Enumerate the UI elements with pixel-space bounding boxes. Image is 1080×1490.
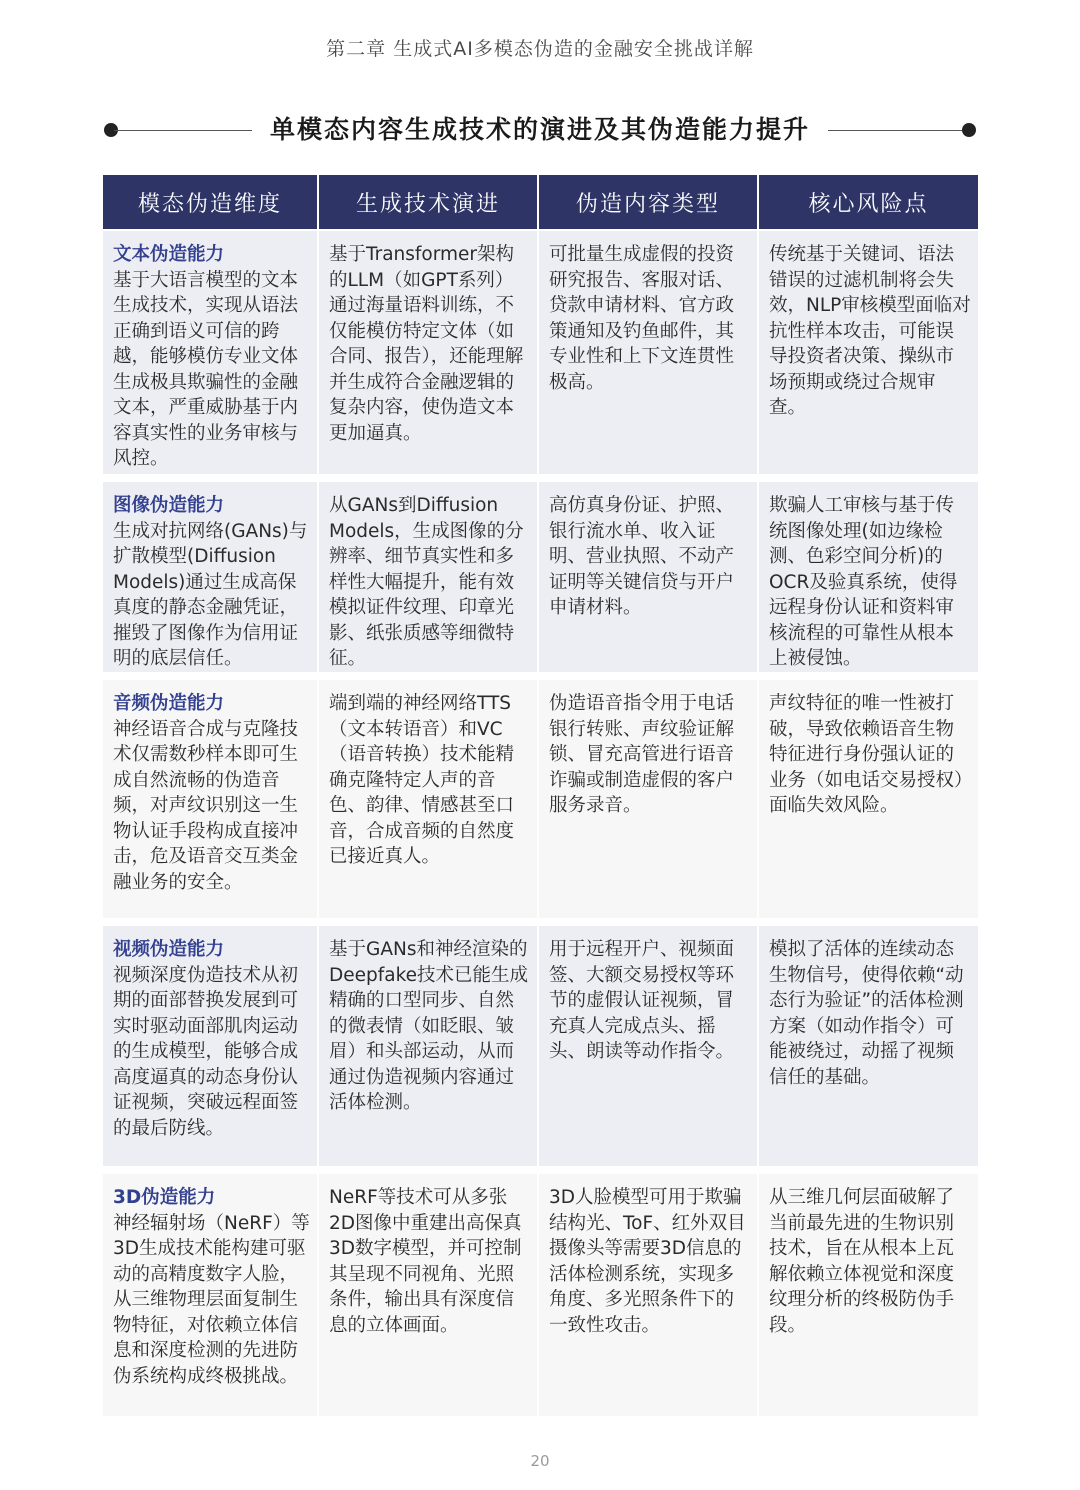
row-gap bbox=[103, 474, 978, 482]
evolution-cell: NeRF等技术可从多张2D图像中重建出高保真3D数字模型，并可控制其呈现不同视角、光照条件，输出具有深度信息的立体画面。 bbox=[319, 1174, 537, 1416]
dimension-text: 视频深度伪造技术从初期的面部替换发展到可实时驱动面部肌肉运动的生成模型，能够合成高度逼真的动态身份认证视频，突破远程面签的最后防线。 bbox=[113, 964, 299, 1139]
forgery-capability-table bbox=[103, 175, 976, 1416]
row-gap bbox=[103, 918, 978, 926]
evolution-cell: 基于Transformer架构的LLM（如GPT系列）通过海量语料训练，不仅能模仿特定文体（如合同、报告），还能理解并生成符合金融逻辑的复杂内容，使伪造文本更加逼真。 bbox=[319, 231, 537, 474]
row-gap bbox=[103, 1166, 978, 1174]
content-cell: 伪造语音指令用于电话银行转账、声纹验证解锁、冒充高管进行语音诈骗或制造虚假的客户服务录音。 bbox=[539, 680, 757, 918]
dimension-title: 视频伪造能力 bbox=[113, 939, 225, 960]
content-cell: 高仿真身份证、护照、银行流水单、收入证明、营业执照、不动产证明等关键信贷与开户申请材料。 bbox=[539, 482, 757, 672]
content-cell: 3D人脸模型可用于欺骗结构光、ToF、红外双目摄像头等需要3D信息的活体检测系统，实现多角度、多光照条件下的一致性攻击。 bbox=[539, 1174, 757, 1416]
header-content-type: 伪造内容类型 bbox=[539, 175, 757, 229]
content-cell: 用于远程开户、视频面签、大额交易授权等环节的虚假认证视频，冒充真人完成点头、摇头、朗读等动作指令。 bbox=[539, 926, 757, 1166]
dimension-cell bbox=[103, 482, 317, 672]
section-title-row bbox=[104, 110, 976, 150]
header-evolution: 生成技术演进 bbox=[319, 175, 537, 229]
title-right-dot bbox=[962, 123, 976, 137]
dimension-title: 音频伪造能力 bbox=[113, 693, 225, 714]
dimension-text: 生成对抗网络(GANs)与扩散模型(Diffusion Models)通过生成高保真度的静态金融凭证，摧毁了图像作为信用证明的底层信任。 bbox=[113, 520, 308, 669]
dimension-cell bbox=[103, 1174, 317, 1416]
risk-cell: 欺骗人工审核与基于传统图像处理(如边缘检测、色彩空间分析)的OCR及验真系统，使得远程身份认证和资料审核流程的可靠性从根本上被侵蚀。 bbox=[759, 482, 978, 672]
section-title: 单模态内容生成技术的演进及其伪造能力提升 bbox=[269, 115, 810, 144]
dimension-title: 图像伪造能力 bbox=[113, 495, 225, 516]
title-left-rule bbox=[114, 130, 252, 132]
risk-cell: 模拟了活体的连续动态生物信号，使得依赖“动态行为验证”的活体检测方案（如动作指令）可能被绕过，动摇了视频信任的基础。 bbox=[759, 926, 978, 1166]
dimension-cell bbox=[103, 926, 317, 1166]
dimension-text: 神经语音合成与克隆技术仅需数秒样本即可生成自然流畅的伪造音频，对声纹识别这一生物认证手段构成直接冲击，危及语音交互类金融业务的安全。 bbox=[113, 718, 299, 893]
evolution-cell: 端到端的神经网络TTS（文本转语音）和VC（语音转换）技术能精确克隆特定人声的音色、韵律、情感甚至口音，合成音频的自然度已接近真人。 bbox=[319, 680, 537, 918]
dimension-title: 文本伪造能力 bbox=[113, 244, 225, 265]
dimension-cell bbox=[103, 231, 317, 474]
dimension-title: 3D伪造能力 bbox=[113, 1187, 216, 1208]
content-cell: 可批量生成虚假的投资研究报告、客服对话、贷款申请材料、官方政策通知及钓鱼邮件，其专业性和上下文连贯性极高。 bbox=[539, 231, 757, 474]
risk-cell: 从三维几何层面破解了当前最先进的生物识别技术，旨在从根本上瓦解依赖立体视觉和深度纹理分析的终极防伪手段。 bbox=[759, 1174, 978, 1416]
dimension-text: 基于大语言模型的文本生成技术，实现从语法正确到语义可信的跨越，能够模仿专业文体生成极具欺骗性的金融文本，严重威胁基于内容真实性的业务审核与风控。 bbox=[113, 269, 299, 469]
dimension-cell bbox=[103, 680, 317, 918]
risk-cell: 声纹特征的唯一性被打破，导致依赖语音生物特征进行身份强认证的业务（如电话交易授权）面临失效风险。 bbox=[759, 680, 978, 918]
title-right-rule bbox=[828, 130, 966, 132]
evolution-cell: 基于GANs和神经渲染的Deepfake技术已能生成精确的口型同步、自然的微表情（如眨眼、皱眉）和头部运动，从而通过伪造视频内容通过活体检测。 bbox=[319, 926, 537, 1166]
running-header: 第二章 生成式AI多模态伪造的金融安全挑战详解 bbox=[326, 38, 754, 60]
page-number: 20 bbox=[530, 1452, 550, 1470]
header-risk: 核心风险点 bbox=[759, 175, 978, 229]
row-gap bbox=[103, 672, 978, 680]
risk-cell: 传统基于关键词、语法错误的过滤机制将会失效，NLP审核模型面临对抗性样本攻击，可能误导投资者决策、操纵市场预期或绕过合规审查。 bbox=[759, 231, 978, 474]
header-dimension: 模态伪造维度 bbox=[103, 175, 317, 229]
dimension-text: 神经辐射场（NeRF）等3D生成技术能构建可驱动的高精度数字人脸，从三维物理层面复制生物特征，对依赖立体信息和深度检测的先进防伪系统构成终极挑战。 bbox=[113, 1212, 310, 1387]
evolution-cell: 从GANs到Diffusion Models，生成图像的分辨率、细节真实性和多样性大幅提升，能有效模拟证件纹理、印章光影、纸张质感等细微特征。 bbox=[319, 482, 537, 672]
